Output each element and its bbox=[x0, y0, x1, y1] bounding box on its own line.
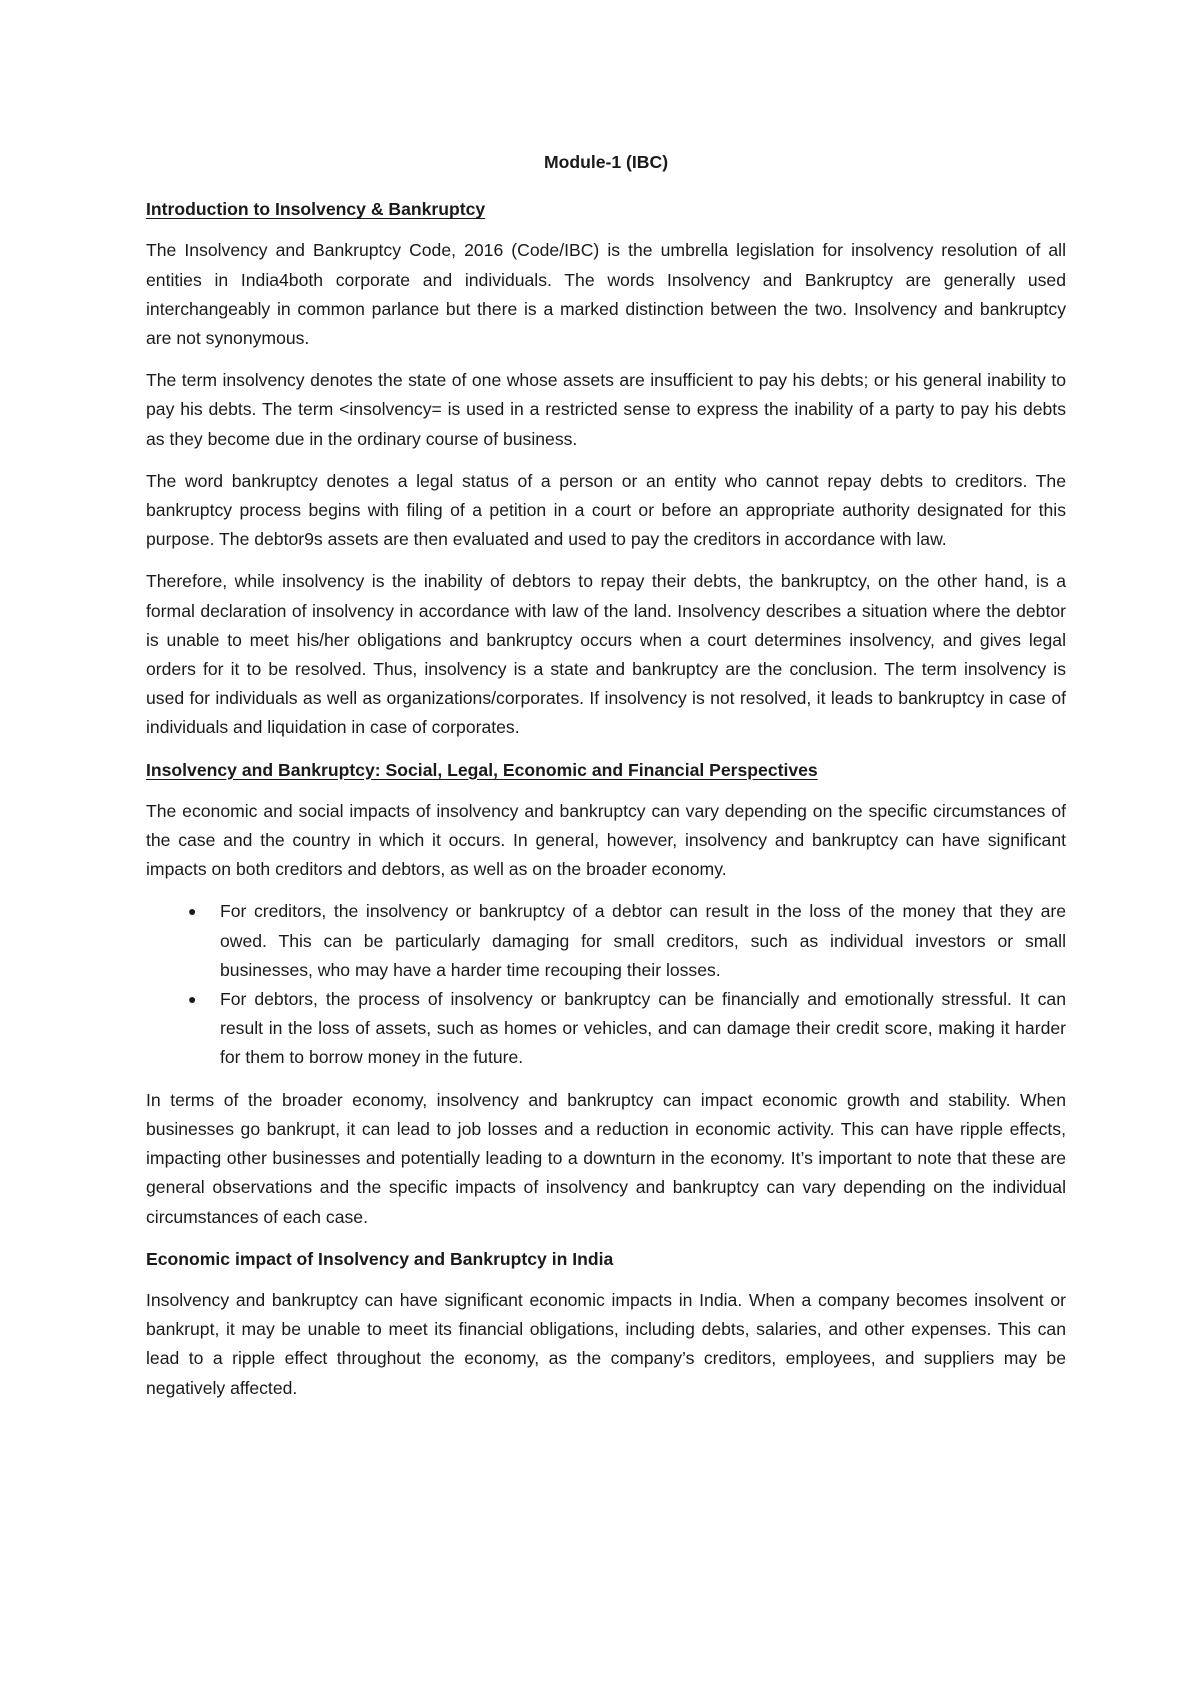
list-item bbox=[146, 897, 1066, 985]
section-heading-economic-impact: Economic impact of Insolvency and Bankruptcy in India bbox=[146, 1248, 614, 1269]
list-item-text: For creditors, the insolvency or bankruptcy of a debtor can result in the loss of the money that they are owed. This can be particularly damaging for small creditors, such as individual investors or small businesses, who may have a harder time recouping their losses. bbox=[220, 901, 1066, 980]
paragraph: The economic and social impacts of insolvency and bankruptcy can vary depending on the specific circumstances of the case and the country in which it occurs. In general, however, insolvency and bankruptcy can have significant impacts on both creditors and debtors, as well as on the broader economy. bbox=[146, 800, 1066, 880]
paragraph: In terms of the broader economy, insolvency and bankruptcy can impact economic growth and stability. When businesses go bankrupt, it can lead to job losses and a reduction in economic activity. This can have ripple effects, impacting other businesses and potentially leading to a downturn in the economy. It’s important to note that these are general observations and the specific impacts of insolvency and bankruptcy can vary depending on the individual circumstances of each case. bbox=[146, 1089, 1066, 1227]
paragraph: Therefore, while insolvency is the inability of debtors to repay their debts, the bankruptcy, on the other hand, is a formal declaration of insolvency in accordance with law of the land. Insolvency describes a situation where the debtor is unable to meet his/her obligations and bankruptcy occurs when a court determines insolvency, and gives legal orders for it to be resolved. Thus, insolvency is a state and bankruptcy are the conclusion. The term insolvency is used for individuals as well as organizations/corporates. If insolvency is not resolved, it leads to bankruptcy in case of individuals and liquidation in case of corporates. bbox=[146, 571, 1066, 738]
document-page bbox=[146, 148, 1066, 1416]
list-item-text: For debtors, the process of insolvency or bankruptcy can be financially and emotionally stressful. It can result in the loss of assets, such as homes or vehicles, and can damage their credit score, making it harder for them to borrow money in the future. bbox=[220, 989, 1066, 1068]
paragraph: The word bankruptcy denotes a legal status of a person or an entity who cannot repay debts to creditors. The bankruptcy process begins with filing of a petition in a court or before an appropriate authority designated for this purpose. The debtor9s assets are then evaluated and used to pay the creditors in accordance with law. bbox=[146, 470, 1066, 550]
paragraph: The term insolvency denotes the state of one whose assets are insufficient to pay his debts; or his general inability to pay his debts. The term <insolvency= is used in a restricted sense to express the inability of a party to pay his debts as they become due in the ordinary course of business. bbox=[146, 370, 1066, 449]
bullet-list bbox=[146, 897, 1066, 1072]
section-heading-perspectives: Insolvency and Bankruptcy: Social, Legal, Economic and Financial Perspectives bbox=[146, 759, 818, 780]
paragraph: Insolvency and bankruptcy can have significant economic impacts in India. When a company becomes insolvent or bankrupt, it may be unable to meet its financial obligations, including debts, salaries, and other expenses. This can lead to a ripple effect throughout the economy, as the company’s creditors, employees, and suppliers may be negatively affected. bbox=[146, 1289, 1066, 1398]
list-item bbox=[146, 985, 1066, 1073]
document-title: Module-1 (IBC) bbox=[543, 152, 669, 172]
section-heading-introduction: Introduction to Insolvency & Bankruptcy bbox=[146, 199, 486, 220]
bullet-icon: ● bbox=[188, 903, 197, 920]
paragraph: The Insolvency and Bankruptcy Code, 2016 (Code/IBC) is the umbrella legislation for insolvency resolution of all entities in India4both corporate and individuals. The words Insolvency and Bankruptcy are generally used interchangeably in common parlance but there is a marked distinction between the two. Insolvency and bankruptcy are not synonymous. bbox=[146, 240, 1066, 349]
bullet-icon: ● bbox=[188, 991, 197, 1008]
